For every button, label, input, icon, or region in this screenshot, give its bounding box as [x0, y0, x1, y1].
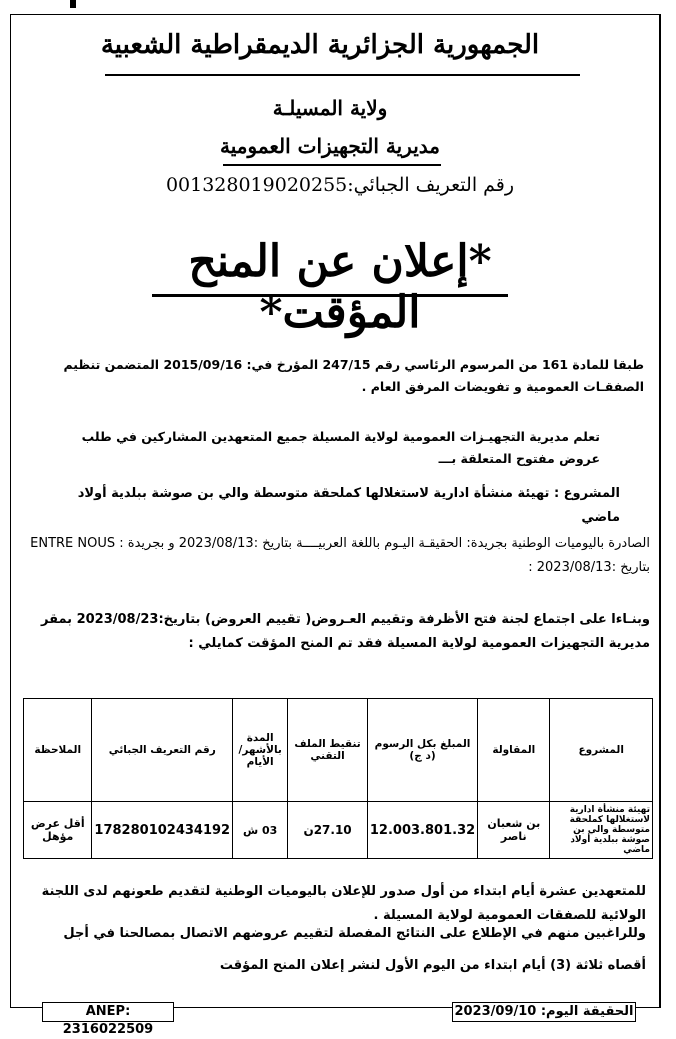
table-row [24, 802, 653, 859]
cell-contractor: بن شعبان ناصر [478, 802, 550, 859]
table-header-row [24, 699, 653, 802]
anep-reference: ANEP: 2316022509 [42, 1002, 174, 1022]
header-project: المشروع [550, 699, 653, 802]
announcement-title: *إعلان عن المنح المؤقت* [188, 236, 492, 338]
paragraph-legal-basis: طبقا للمادة 161 من المرسوم الرئاسي رقم 247/15 المؤرخ في: 2015/09/16 المتضمن تنظيم الصفقـات العمومية و تفويضات المرفق العام . [63, 357, 644, 394]
tax-id: رقم التعريف الجبائي:001328019020255 [165, 174, 515, 196]
scan-mark [70, 0, 76, 8]
cell-tax-id: 178280102434192 [92, 802, 233, 859]
header-tax-id: رقم التعريف الجبائي [92, 699, 233, 802]
paragraph-project: المشروع : تهيئة منشأة ادارية لاستغلالها كملحقة متوسطة والي بن صوشة ببلدية أولاد ماضي [77, 486, 620, 525]
cell-remark: أقل عرض مؤهل [24, 802, 92, 859]
paragraph-appeal: للمتعهدين عشرة أيام ابتداء من أول صدور للإعلان باليوميات الوطنية لتقديم طعونهم لدى اللجنة الولائية للصفقات العمومية لولاية المسيلة . [41, 884, 646, 923]
header-duration: المدة بالأشهر/ الأيام [233, 699, 288, 802]
paragraph-results: وللراغبين منهم في الإطلاع على النتائج المفصلة لتقييم عروضهم الاتصال بمصالحنا في أجل أقصاه ثلاثة (3) أيام ابتداء من اليوم الأول لنشر إعلان المنح المؤقت [63, 926, 646, 973]
award-table [23, 698, 653, 859]
cell-duration: 03 ش [233, 802, 288, 859]
directorate-heading: مديرية التجهيزات العمومية [220, 134, 440, 158]
header-amount: المبلغ بكل الرسوم (د ج) [367, 699, 477, 802]
header-technical-score: تنقيط الملف التقني [288, 699, 368, 802]
cell-technical-score: 27.10ن [288, 802, 368, 859]
cell-amount: 12.003.801.32 [367, 802, 477, 859]
republic-heading: الجمهورية الجزائرية الديمقراطية الشعبية [100, 30, 540, 60]
paragraph-notice: تعلم مديرية التجهيـزات العمومية لولاية المسيلة جميع المتعهدين المشاركين في طلب عروض مفتوح المتعلقة بـــ [81, 429, 600, 466]
republic-underline [105, 74, 580, 76]
paragraph-publication: الصادرة باليوميات الوطنية بجريدة: الحقيقـة اليـوم باللغة العربيــــة بتاريخ :2023/08/13 و بجريدة : ENTRE NOUS بتاريخ :2023/08/13 : [30, 536, 650, 575]
cell-project: تهيئة منشأة ادارية لاستغلالها كملحقة متوسطة والي بن صوشة ببلدية أولاد ماضي [550, 802, 653, 859]
title-underline [152, 294, 508, 297]
directorate-underline [223, 164, 441, 166]
header-remark: الملاحظة [24, 699, 92, 802]
wilaya-heading: ولاية المسيلـة [272, 96, 388, 120]
header-contractor: المقاولة [478, 699, 550, 802]
newspaper-date: الحقيقة اليوم: 2023/09/10 [452, 1002, 636, 1022]
paragraph-evaluation: وبنـاءا على اجتماع لجنة فتح الأظرفة وتقييم العـروض( تقييم العروض) بتاريخ:2023/08/23 بمقر مديرية التجهيزات العمومية لولاية المسيلة فقد تم المنح المؤقت كمايلي : [41, 612, 650, 651]
